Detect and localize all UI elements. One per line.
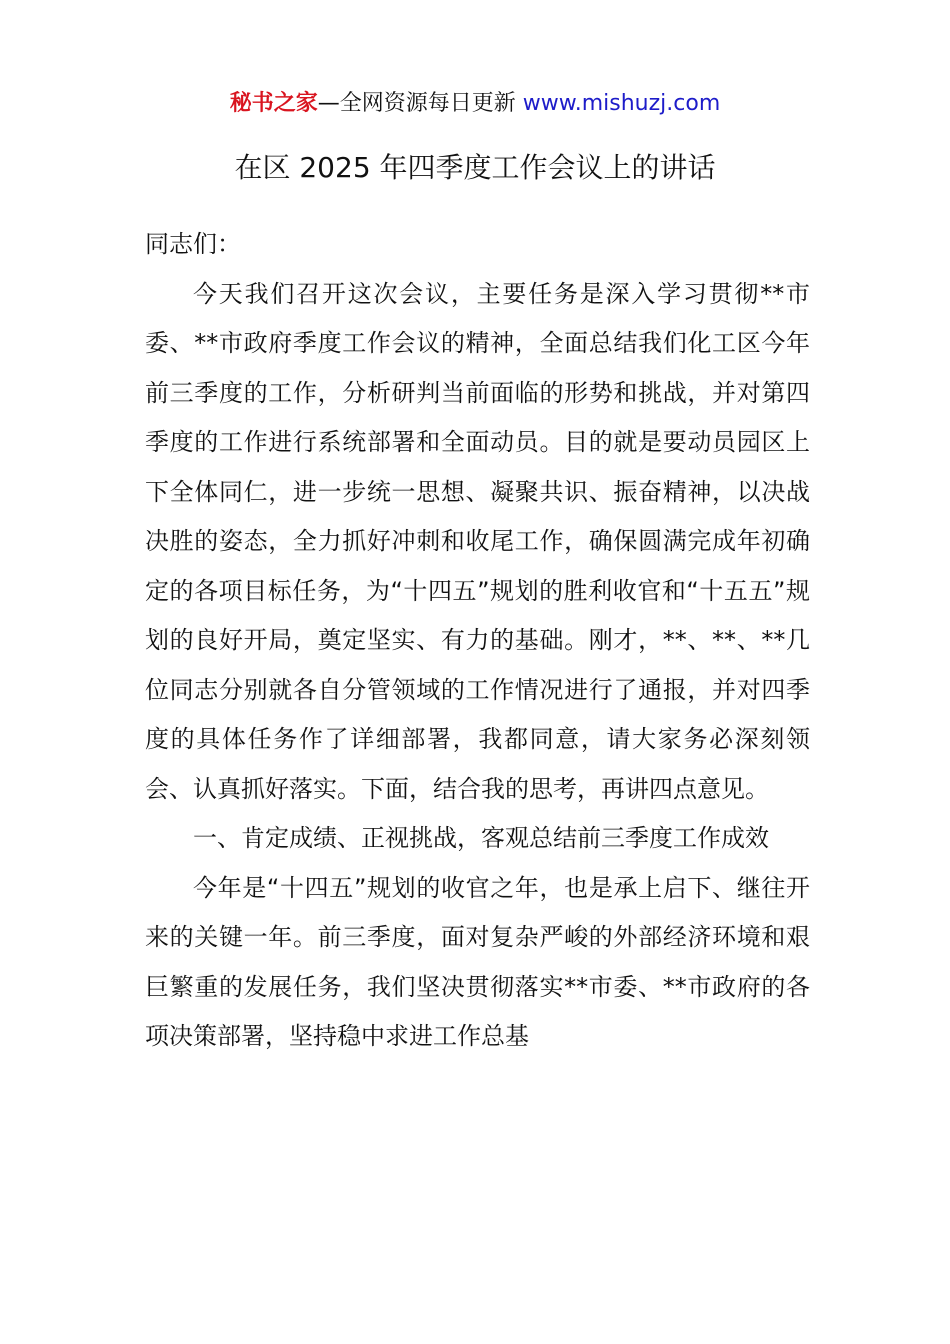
paragraph: 今年是“十四五”规划的收官之年，也是承上启下、继往开来的关键一年。前三季度，面对复杂严峻的外部经济环境和艰巨繁重的发展任务，我们坚决贯彻落实**市委、**市政府的各项决策部署，坚持稳中求进工作总基	[145, 873, 810, 1050]
greeting: 同志们：	[145, 230, 241, 258]
document-body	[145, 220, 810, 1062]
site-header	[0, 88, 950, 120]
header-tagline: —全网资源每日更新	[317, 91, 523, 116]
brand-name: 秘书之家	[229, 91, 318, 116]
site-url-link[interactable]: www.mishuzj.com	[522, 91, 721, 116]
section-heading: 一、肯定成绩、正视挑战，客观总结前三季度工作成效	[193, 824, 769, 852]
document-title: 在区 2025 年四季度工作会议上的讲话	[234, 151, 716, 184]
paragraph: 今天我们召开这次会议，主要任务是深入学习贯彻**市委、**市政府季度工作会议的精神，全面总结我们化工区今年前三季度的工作，分析研判当前面临的形势和挑战，并对第四季度的工作进行系统部署和全面动员。目的就是要动员园区上下全体同仁，进一步统一思想、凝聚共识、振奋精神，以决战决胜的姿态，全力抓好冲刺和收尾工作，确保圆满完成年初确定的各项目标任务，为“十四五”规划的胜利收官和“十五五”规划的良好开局，奠定坚实、有力的基础。刚才，**、**、**几位同志分别就各自分管领域的工作情况进行了通报，并对四季度的具体任务作了详细部署，我都同意，请大家务必深刻领会、认真抓好落实。下面，结合我的思考，再讲四点意见。	[145, 279, 810, 803]
